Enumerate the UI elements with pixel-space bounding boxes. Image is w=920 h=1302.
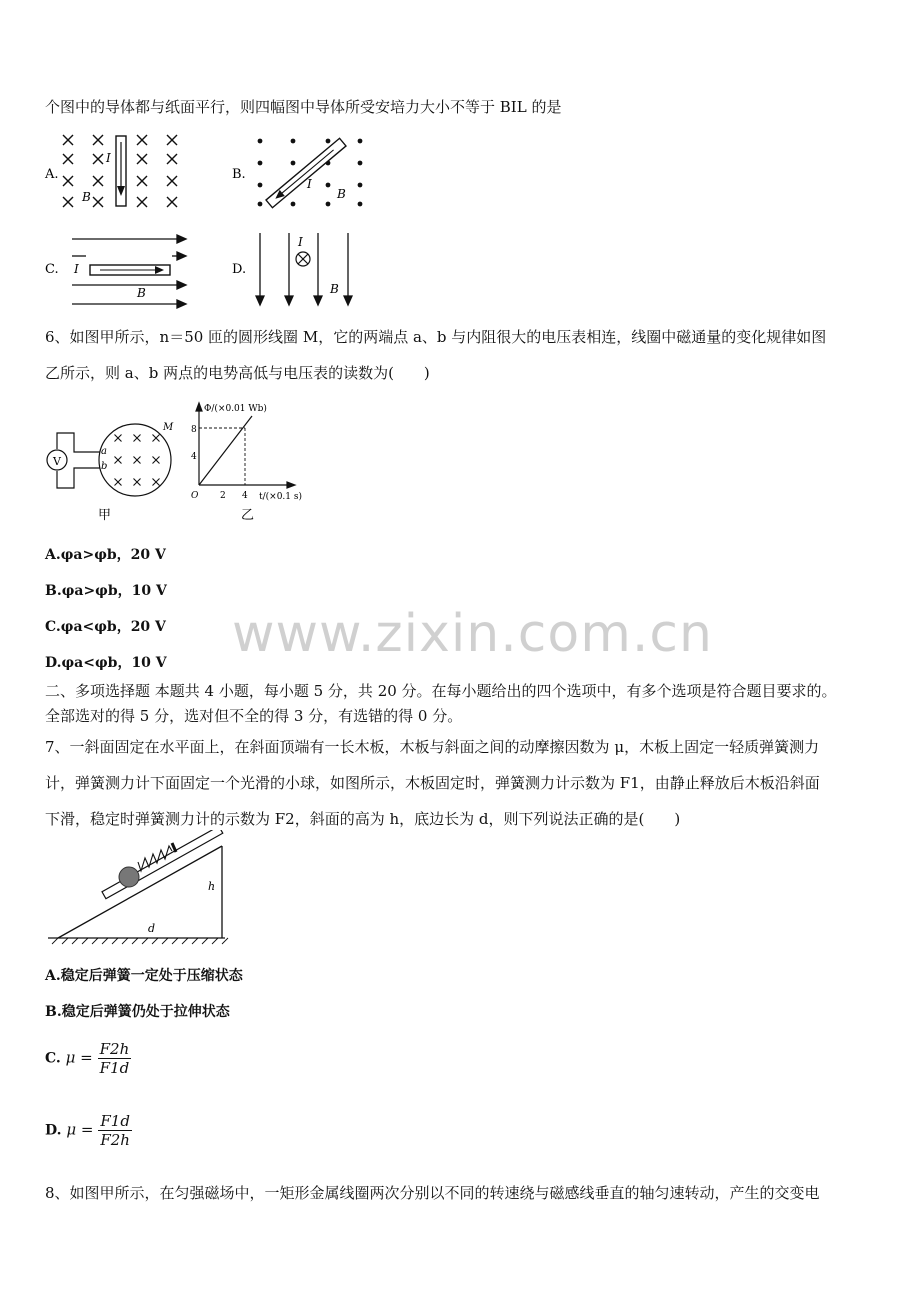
q6-option-c[interactable]: C.φa<φb，20 V bbox=[45, 619, 166, 635]
q6-xlabel: t/(×0.1 s) bbox=[259, 492, 303, 502]
q5-fig-a-I: I bbox=[106, 151, 111, 165]
q6-option-a[interactable]: A.φa>φb，20 V bbox=[45, 547, 166, 563]
q5-label-d: D. bbox=[232, 262, 247, 277]
q6-voltmeter-label: V bbox=[53, 455, 61, 468]
q5-label-c: C. bbox=[45, 262, 59, 277]
q5-fig-a bbox=[63, 135, 177, 207]
q6-caption-jia: 甲 bbox=[98, 508, 112, 523]
section2-line2: 全部选对的得 5 分，选对但不全的得 3 分，有选错的得 0 分。 bbox=[45, 707, 463, 725]
q7-option-c-denominator: F1d bbox=[99, 1059, 130, 1077]
q7-option-d-mu: μ = bbox=[66, 1120, 94, 1139]
q6-fig-yi bbox=[196, 403, 295, 488]
q6-origin: O bbox=[191, 491, 199, 501]
q7-figure bbox=[0, 830, 920, 950]
q6-x4: 4 bbox=[242, 491, 248, 501]
q6-coil-M: M bbox=[163, 422, 174, 433]
q6-y4: 4 bbox=[191, 452, 197, 462]
q7-option-b[interactable]: B.稳定后弹簧仍处于拉伸状态 bbox=[45, 1004, 230, 1020]
q6-option-b[interactable]: B.φa>φb，10 V bbox=[45, 583, 167, 599]
q5-fig-d-I: I bbox=[298, 235, 303, 249]
q5-fig-b-I: I bbox=[307, 177, 312, 191]
q7-option-d-denominator: F2h bbox=[100, 1131, 130, 1149]
q7-option-c-mu: μ = bbox=[65, 1048, 93, 1067]
q7-stem-line1: 7、一斜面固定在水平面上，在斜面顶端有一长木板，木板与斜面之间的动摩擦因数为 μ，木板上固定一轻质弹簧测力 bbox=[45, 738, 820, 756]
q7-option-c-numerator: F2h bbox=[99, 1040, 130, 1058]
q5-stem: 个图中的导体都与纸面平行，则四幅图中导体所受安培力大小不等于 BIL 的是 bbox=[45, 98, 562, 116]
q6-point-b: b bbox=[101, 461, 108, 472]
q7-stem-line3: 下滑，稳定时弹簧测力计的示数为 F2，斜面的高为 h，底边长为 d，则下列说法正确的是( ) bbox=[45, 810, 681, 828]
q6-fig-jia-crosses bbox=[115, 435, 160, 486]
q6-caption-yi: 乙 bbox=[241, 508, 255, 523]
q6-figures bbox=[0, 392, 920, 532]
watermark: www.zixin.com.cn bbox=[232, 604, 713, 664]
q5-fig-d-current-into-page bbox=[296, 252, 310, 266]
q7-ball bbox=[119, 867, 139, 887]
q6-stem-line1: 6、如图甲所示，n＝50 匝的圆形线圈 M，它的两端点 a、b 与内阻很大的电压表相连，线圈中磁通量的变化规律如图 bbox=[45, 328, 827, 346]
q7-option-d-fraction bbox=[98, 1112, 132, 1149]
q6-ylabel: Φ/(×0.01 Wb) bbox=[204, 404, 267, 414]
q7-ground-hatch bbox=[52, 938, 228, 944]
q8-stem-line1: 8、如图甲所示，在匀强磁场中，一矩形金属线圈两次分别以不同的转速绕与磁感线垂直的轴匀速转动，产生的交变电 bbox=[45, 1184, 820, 1202]
q5-fig-b-B: B bbox=[337, 187, 346, 201]
q7-option-c[interactable] bbox=[45, 1040, 131, 1077]
q5-fig-d-B: B bbox=[330, 282, 339, 296]
q5-fig-b-conductor bbox=[266, 138, 346, 207]
q6-stem-line2: 乙所示，则 a、b 两点的电势高低与电压表的读数为( ) bbox=[45, 364, 430, 382]
q7-option-d-numerator: F1d bbox=[98, 1112, 132, 1131]
q7-label-h: h bbox=[208, 880, 216, 893]
q7-option-c-label: C. bbox=[45, 1050, 61, 1067]
q5-fig-c-B: B bbox=[137, 286, 146, 300]
q7-label-d: d bbox=[148, 922, 156, 935]
q7-option-a[interactable]: A.稳定后弹簧一定处于压缩状态 bbox=[45, 968, 243, 984]
q7-option-d-label: D. bbox=[45, 1122, 62, 1139]
q7-board bbox=[102, 830, 223, 899]
q5-figures bbox=[0, 0, 920, 320]
q7-stem-line2: 计，弹簧测力计下面固定一个光滑的小球，如图所示，木板固定时，弹簧测力计示数为 F1，由静止释放后木板沿斜面 bbox=[45, 774, 820, 792]
q6-y8: 8 bbox=[191, 425, 197, 435]
q6-x2: 2 bbox=[220, 491, 226, 501]
q6-option-d[interactable]: D.φa<φb，10 V bbox=[45, 655, 167, 671]
q6-flux-line bbox=[199, 416, 252, 485]
q7-option-c-fraction bbox=[98, 1040, 132, 1077]
q5-fig-c-I: I bbox=[74, 262, 79, 276]
q5-label-a: A. bbox=[45, 167, 59, 182]
q6-point-a: a bbox=[101, 446, 107, 457]
q5-label-b: B. bbox=[232, 167, 246, 182]
section2-line1: 二、多项选择题 本题共 4 小题，每小题 5 分，共 20 分。在每小题给出的四个选项中，有多个选项是符合题目要求的。 bbox=[45, 682, 837, 700]
q7-option-d[interactable] bbox=[45, 1112, 132, 1149]
q7-incline bbox=[48, 846, 225, 938]
q5-fig-a-B: B bbox=[82, 190, 91, 204]
